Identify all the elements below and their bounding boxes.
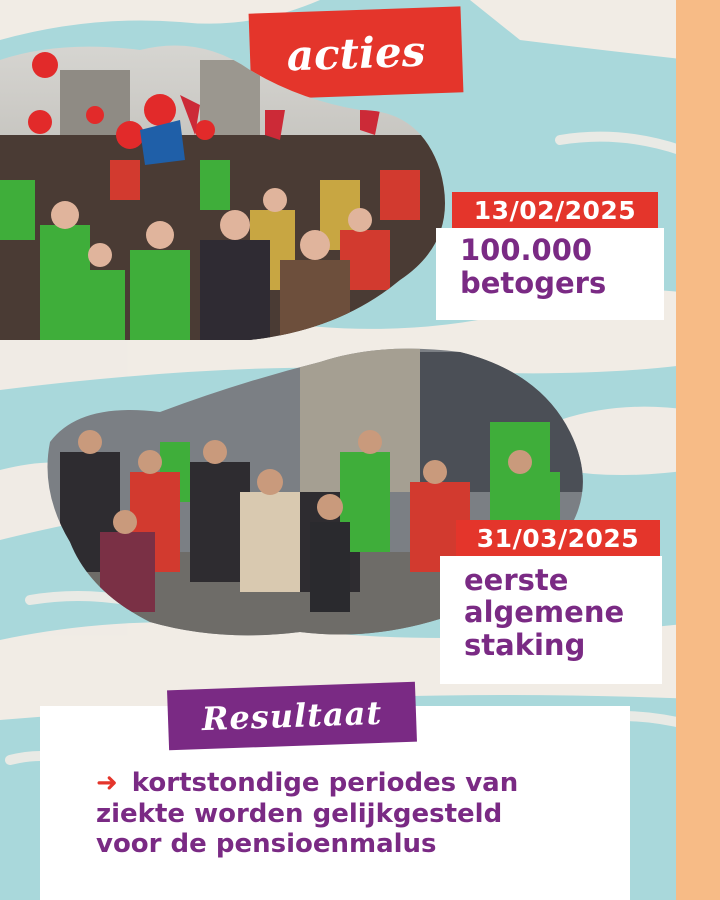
event-description-card bbox=[440, 556, 662, 684]
event-description-line: 100.000 bbox=[460, 233, 593, 267]
march-crowd-photo bbox=[0, 40, 470, 340]
event-date-badge: 13/02/2025 bbox=[452, 192, 658, 228]
event-date-badge: 31/03/2025 bbox=[456, 520, 660, 556]
event-description-card bbox=[436, 228, 664, 320]
event-description-line: staking bbox=[464, 627, 586, 662]
result-line: voor de pensioenmalus bbox=[96, 829, 437, 860]
result-text bbox=[96, 768, 616, 860]
peach-side-strip bbox=[676, 0, 720, 900]
event-description-line: eerste bbox=[464, 563, 569, 597]
event-description-line: algemene bbox=[464, 595, 625, 630]
right-arrow-icon: ➜ bbox=[96, 768, 118, 798]
result-line: kortstondige periodes van bbox=[131, 768, 519, 798]
result-line: ziekte worden gelijkgesteld bbox=[96, 798, 503, 829]
event-description-line: betogers bbox=[460, 266, 607, 301]
result-heading: Resultaat bbox=[167, 682, 417, 751]
acties-heading: acties bbox=[249, 6, 464, 99]
